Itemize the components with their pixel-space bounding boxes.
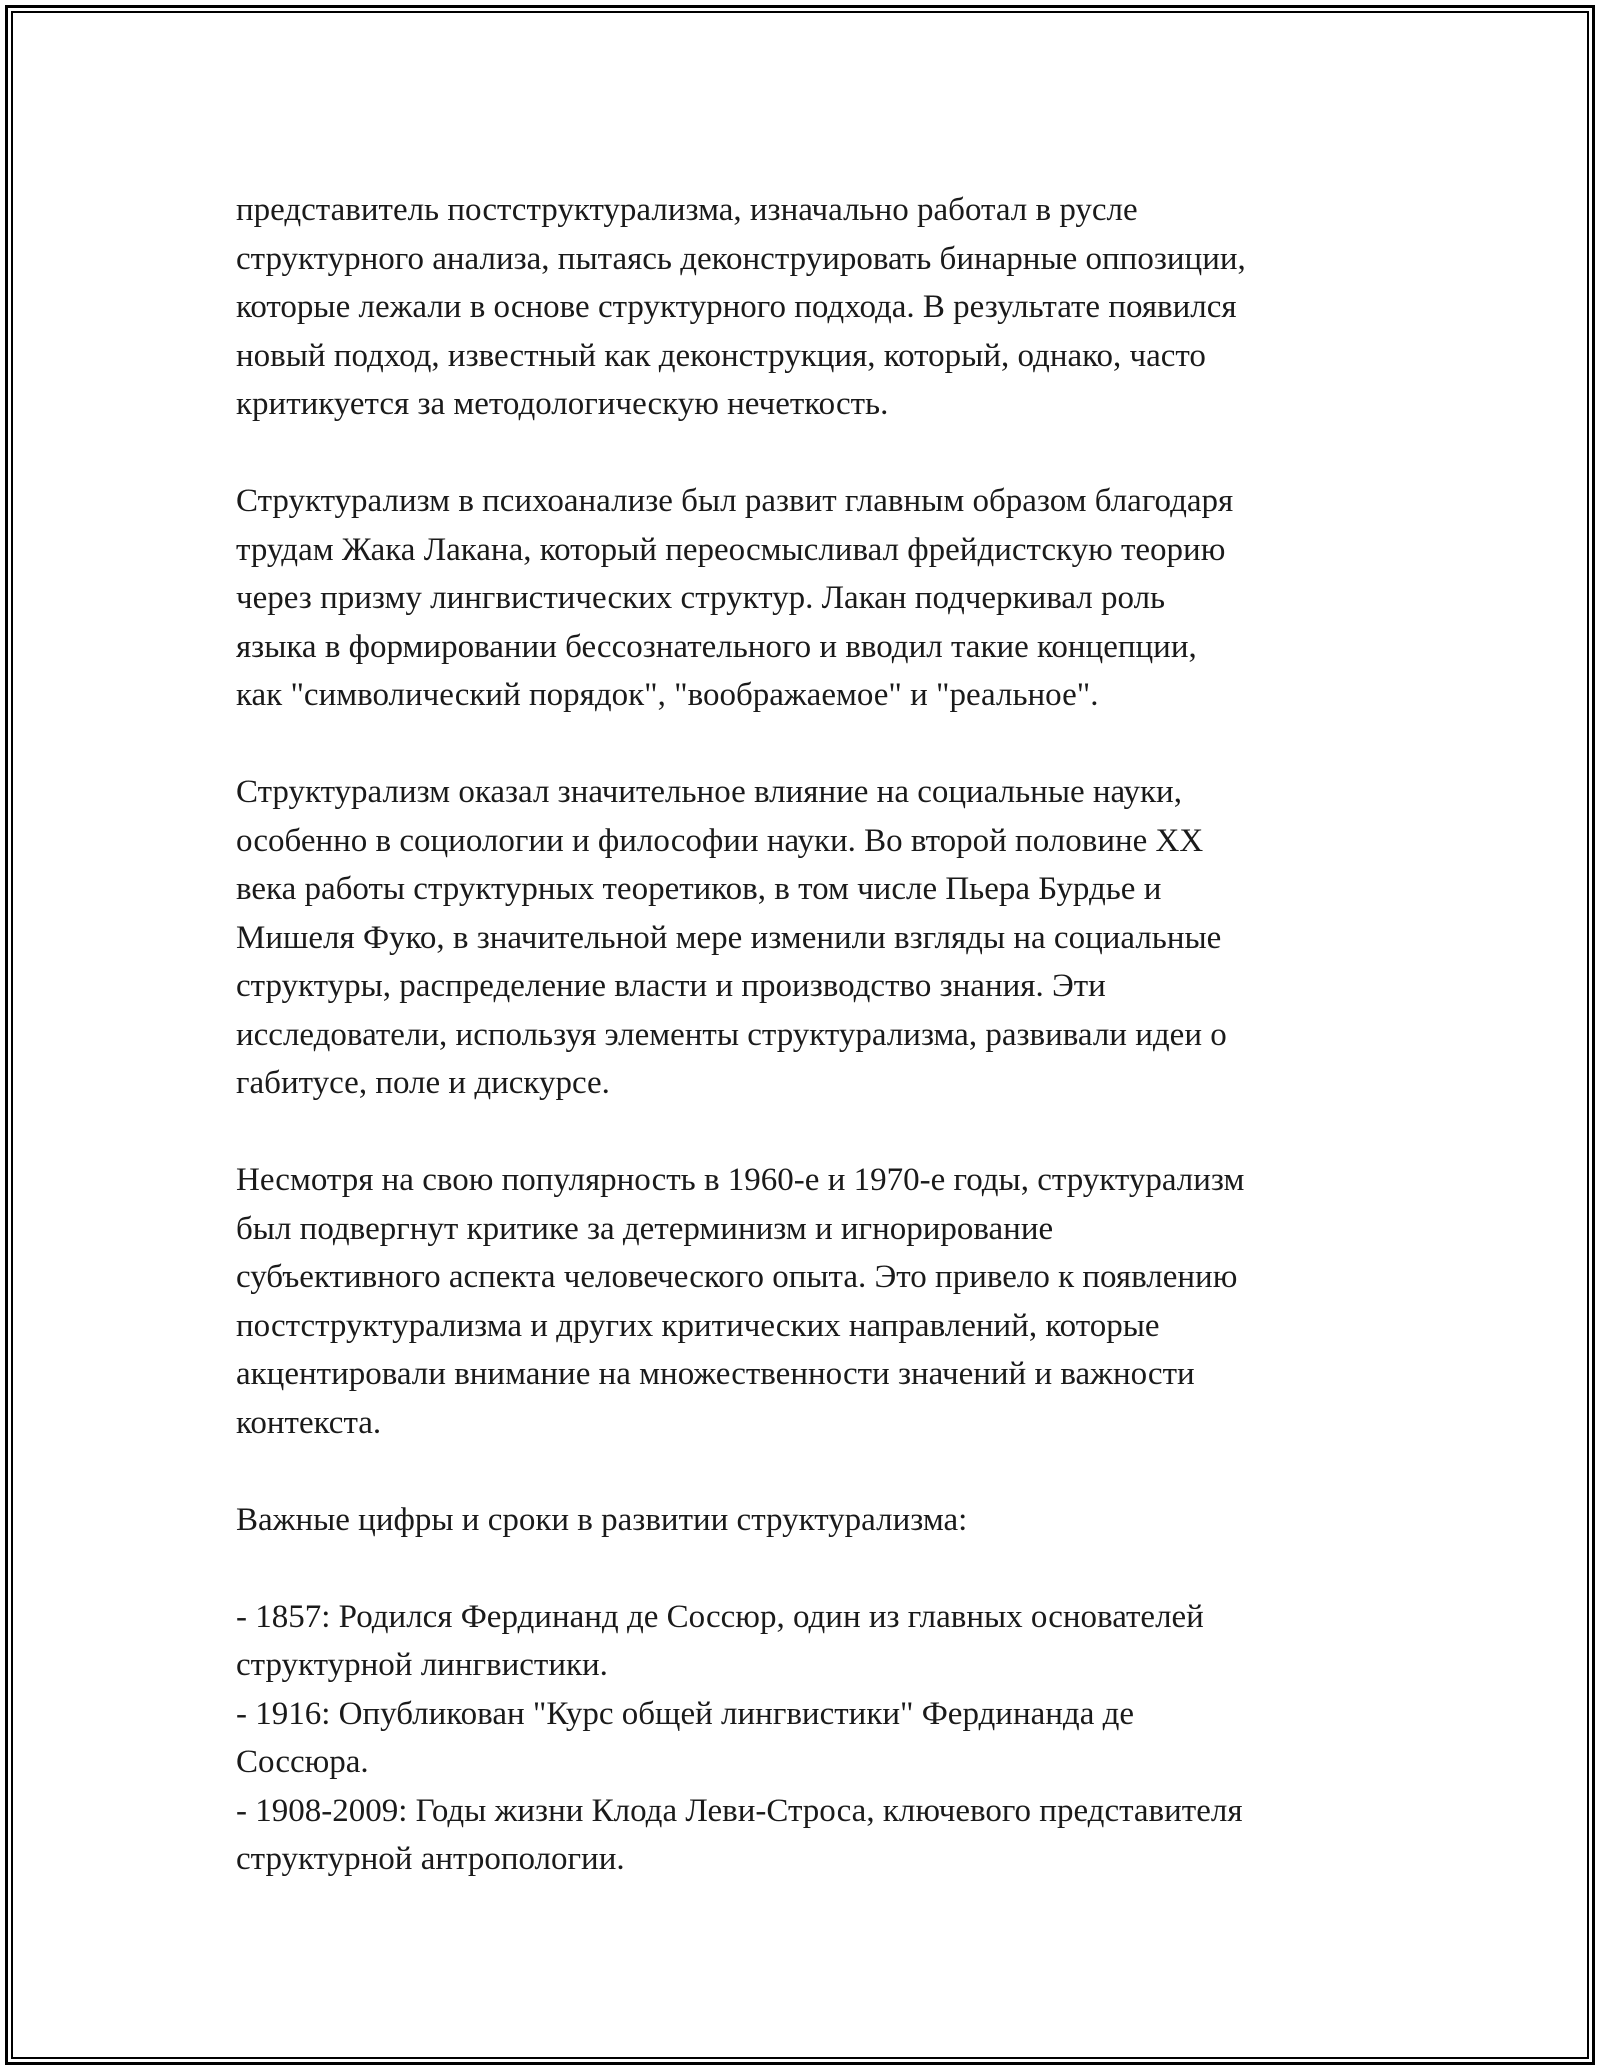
list-item-1857: - 1857: Родился Фердинанд де Соссюр, один из главных основателей структурной лингвистики. xyxy=(236,1598,1204,1683)
document-body xyxy=(236,186,1376,1884)
list-item-1908-2009: - 1908-2009: Годы жизни Клода Леви-Строса, ключевого представителя структурной антропологии. xyxy=(236,1792,1243,1877)
paragraph-criticism: Несмотря на свою популярность в 1960-е и 1970-е годы, структурализм был подвергнут критике за детерминизм и игнорирование субъективного аспекта человеческого опыта. Это привело к появлению постструктурализма и других критических направлений, которые акцентировали внимание на множественности значений и важности контекста. xyxy=(236,1162,1245,1441)
paragraph-poststructuralism: представитель постструктурализма, изначально работал в русле структурного анализа, пытаясь деконструировать бинарные оппозиции, которые лежали в основе структурного подхода. В результате появился новый подход, известный как деконструкция, который, однако, часто критикуется за методологическую нечеткость. xyxy=(236,192,1246,422)
paragraph-key-dates-heading: Важные цифры и сроки в развитии структурализма: xyxy=(236,1501,968,1538)
list-item-1916: - 1916: Опубликован "Курс общей лингвистики" Фердинанда де Соссюра. xyxy=(236,1695,1135,1780)
paragraph-social-sciences: Структурализм оказал значительное влияние на социальные науки, особенно в социологии и философии науки. Во второй половине XX века работы структурных теоретиков, в том числе Пьера Бурдье и Мишеля Фуко, в значительной мере изменили взгляды на социальные структуры, распределение власти и производство знания. Эти исследователи, используя элементы структурализма, развивали идеи о габитусе, поле и дискурсе. xyxy=(236,774,1227,1101)
key-dates-list xyxy=(236,1593,1376,1884)
paragraph-psychoanalysis: Структурализм в психоанализе был развит главным образом благодаря трудам Жака Лакана, который переосмысливал фрейдистскую теорию через призму лингвистических структур. Лакан подчеркивал роль языка в формировании бессознательного и вводил такие концепции, как "символический порядок", "воображаемое" и "реальное". xyxy=(236,483,1234,713)
